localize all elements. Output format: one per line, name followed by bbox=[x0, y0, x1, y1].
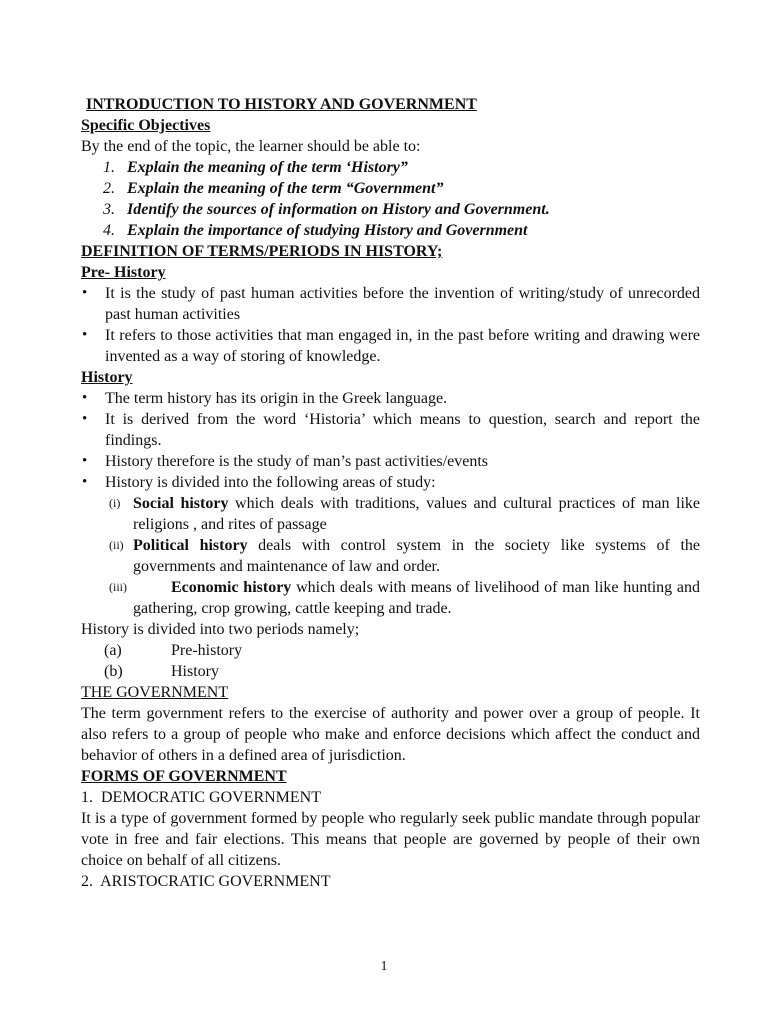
roman-numeral: (i) bbox=[109, 496, 121, 510]
roman-numeral: (ii) bbox=[109, 538, 124, 552]
history-area-term: Political history bbox=[133, 537, 248, 554]
objectives-intro: By the end of the topic, the learner should be able to: bbox=[81, 138, 421, 155]
period-item bbox=[81, 640, 700, 661]
objective-number: 1. bbox=[103, 159, 115, 176]
bullet-icon: • bbox=[82, 474, 88, 490]
objective-item bbox=[81, 199, 700, 220]
prehistory-heading: Pre- History bbox=[81, 264, 166, 281]
bullet-icon: • bbox=[82, 285, 88, 301]
period-text: History bbox=[171, 663, 219, 680]
bullet-text: It is the study of past human activities before the invention of writing/study of unrecorded past human activities bbox=[105, 285, 700, 323]
period-item bbox=[81, 661, 700, 682]
bullet-item bbox=[81, 388, 700, 409]
document-title: INTRODUCTION TO HISTORY AND GOVERNMENT bbox=[86, 96, 477, 113]
history-area-item bbox=[81, 577, 700, 619]
objective-item bbox=[81, 157, 700, 178]
bullet-item bbox=[81, 451, 700, 472]
period-text: Pre-history bbox=[171, 642, 243, 659]
objective-number: 3. bbox=[103, 201, 115, 218]
document-page bbox=[81, 94, 700, 892]
page-number: 1 bbox=[380, 959, 388, 974]
objective-text: Identify the sources of information on History and Government. bbox=[127, 201, 550, 218]
democratic-heading: 1. DEMOCRATIC GOVERNMENT bbox=[81, 789, 321, 806]
history-bullets bbox=[81, 388, 700, 619]
definition-heading: DEFINITION OF TERMS/PERIODS IN HISTORY; bbox=[81, 243, 443, 260]
bullet-icon: • bbox=[82, 453, 88, 469]
history-area-term: Economic history bbox=[171, 579, 292, 596]
bullet-item bbox=[81, 325, 700, 367]
objective-item bbox=[81, 220, 700, 241]
bullet-icon: • bbox=[82, 411, 88, 427]
period-label: (a) bbox=[104, 642, 122, 659]
objective-number: 2. bbox=[103, 180, 115, 197]
history-area-item bbox=[81, 493, 700, 535]
history-area-text: deals with control system in the society like systems of the governments and maintenance of law and order. bbox=[133, 537, 701, 575]
bullet-icon: • bbox=[82, 390, 88, 406]
government-paragraph: The term government refers to the exercise of authority and power over a group of people. It also refers to a group of people who make and enforce decisions which affect the conduct and behavior of others in a defined area of jurisdiction. bbox=[81, 705, 700, 764]
democratic-paragraph: It is a type of government formed by people who regularly seek public mandate through popular vote in free and fair elections. This means that people are governed by people of their own choice on behalf of all citizens. bbox=[81, 810, 700, 869]
periods-list bbox=[81, 640, 700, 682]
objective-text: Explain the meaning of the term “Government” bbox=[127, 180, 444, 197]
history-heading: History bbox=[81, 369, 133, 386]
prehistory-bullets bbox=[81, 283, 700, 367]
bullet-text: It is derived from the word ‘Historia’ which means to question, search and report the findings. bbox=[105, 411, 700, 449]
history-area-item bbox=[81, 535, 700, 577]
objective-text: Explain the meaning of the term ‘History” bbox=[127, 159, 408, 176]
objective-text: Explain the importance of studying History and Government bbox=[127, 222, 528, 239]
bullet-item bbox=[81, 409, 700, 451]
objectives-heading: Specific Objectives bbox=[81, 117, 211, 134]
history-area-text: which deals with means of livelihood of man like hunting and gathering, crop growing, cattle keeping and trade. bbox=[133, 579, 701, 617]
objective-number: 4. bbox=[103, 222, 115, 239]
period-label: (b) bbox=[104, 663, 123, 680]
periods-intro: History is divided into two periods namely; bbox=[81, 621, 360, 638]
bullet-item bbox=[81, 472, 700, 619]
bullet-icon: • bbox=[82, 327, 88, 343]
objectives-list bbox=[81, 157, 700, 241]
forms-heading-line bbox=[81, 766, 700, 787]
bullet-text: It refers to those activities that man engaged in, in the past before writing and drawing were invented as a way of storing of knowledge. bbox=[105, 327, 700, 365]
aristocratic-heading: 2. ARISTOCRATIC GOVERNMENT bbox=[81, 873, 331, 890]
roman-numeral: (iii) bbox=[109, 580, 127, 594]
history-area-text: which deals with traditions, values and cultural practices of man like religions , and rites of passage bbox=[133, 495, 701, 533]
bullet-text: The term history has its origin in the Greek language. bbox=[105, 390, 448, 407]
history-heading-line bbox=[81, 367, 700, 388]
government-heading: THE GOVERNMENT bbox=[81, 684, 229, 701]
objective-item bbox=[81, 178, 700, 199]
bullet-text: History is divided into the following areas of study: bbox=[105, 474, 436, 491]
history-areas-list bbox=[81, 493, 700, 619]
bullet-item bbox=[81, 283, 700, 325]
forms-heading: FORMS OF GOVERNMENT bbox=[81, 768, 287, 785]
bullet-text: History therefore is the study of man’s past activities/events bbox=[105, 453, 489, 470]
history-area-term: Social history bbox=[133, 495, 229, 512]
